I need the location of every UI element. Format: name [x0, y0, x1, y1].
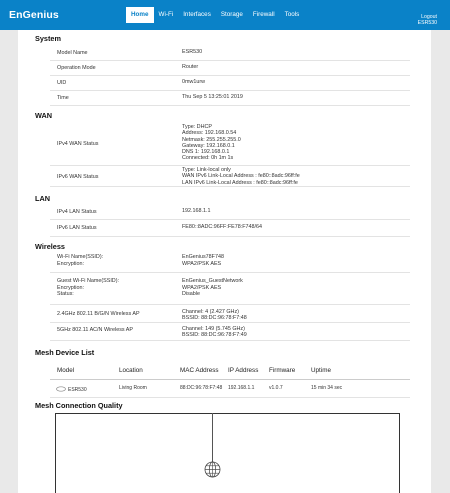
- wan-ipv4-details: [182, 124, 241, 162]
- divider: [50, 304, 410, 305]
- nav-interfaces[interactable]: Interfaces: [183, 11, 211, 18]
- row-label: 5GHz 802.11 AC/N Wireless AP: [57, 327, 133, 333]
- system-row-mode: [50, 61, 410, 76]
- ap-24ghz-details: [182, 309, 247, 322]
- mesh-quality-title: Mesh Connection Quality: [35, 401, 123, 410]
- row-label: IPv6 WAN Status: [57, 174, 99, 180]
- cell-uptime: 15 min 34 sec: [311, 385, 343, 391]
- col-model: Model: [57, 367, 75, 374]
- wan-section-title: WAN: [35, 111, 53, 120]
- mesh-topology-canvas: [55, 413, 400, 493]
- nav-storage[interactable]: Storage: [220, 11, 243, 18]
- row-label: IPv4 LAN Status: [57, 209, 97, 215]
- row-value: FE80::8ADC:96FF:FE78:F748/64: [182, 224, 262, 230]
- engenius-logo: EnGenius: [9, 9, 59, 21]
- row-value: 192.168.1.1: [182, 208, 211, 214]
- wifi-values: [182, 254, 224, 267]
- nav-tools[interactable]: Tools: [284, 11, 300, 18]
- header-right: [418, 14, 437, 26]
- mesh-device-list-title: Mesh Device List: [35, 348, 95, 357]
- ap-bssid: BSSID: 88:DC:96:78:F7:48: [182, 315, 247, 322]
- guest-wifi-values: [182, 278, 243, 298]
- row-label: Model Name: [57, 50, 88, 56]
- ap-channel: Channel: 4 (2.427 GHz): [182, 309, 239, 315]
- row-label: Operation Mode: [57, 65, 96, 71]
- row-label: IPv4 WAN Status: [57, 141, 99, 147]
- lan-section-title: LAN: [35, 194, 50, 203]
- row-label: Time: [57, 95, 69, 101]
- lan-ipv4-row: [50, 204, 410, 220]
- top-navigation-bar: [0, 0, 450, 30]
- globe-icon[interactable]: [204, 461, 221, 478]
- row-label: 2.4GHz 802.11 B/G/N Wireless AP: [57, 311, 140, 317]
- guest-ssid-label: Guest Wi-Fi Name(SSID):: [57, 278, 119, 284]
- system-row-time: [50, 91, 410, 106]
- mesh-table-header: [50, 362, 410, 380]
- wifi-encryption-label: Encryption:: [57, 260, 84, 267]
- wan-ipv6-line: Type: Link-local only: [182, 167, 231, 173]
- nav-home[interactable]: Home: [126, 7, 154, 23]
- col-location: Location: [119, 367, 143, 374]
- guest-status-value: Disable: [182, 291, 200, 298]
- main-nav: [126, 7, 304, 23]
- cell-location: Living Room: [119, 385, 147, 391]
- system-row-uid: [50, 76, 410, 91]
- wan-ipv6-details: [182, 167, 300, 186]
- system-row-model: [50, 45, 410, 61]
- wan-ipv4-line: Gateway: 192.168.0.1: [182, 142, 235, 149]
- guest-wifi-labels: [57, 278, 119, 298]
- cell-mac: 88:DC:96:78:F7:48: [180, 385, 223, 391]
- wifi-ssid-label: Wi-Fi Name(SSID):: [57, 254, 104, 260]
- cell-firmware: v1.0.7: [269, 385, 283, 391]
- wan-ipv4-line: DNS 1: 192.168.0.1: [182, 149, 230, 156]
- table-row[interactable]: [50, 380, 410, 398]
- row-value: Thu Sep 5 13:25:01 2019: [182, 94, 243, 100]
- col-ip: IP Address: [228, 367, 259, 374]
- wan-ipv4-line: Type: DHCP: [182, 124, 212, 130]
- wifi-encryption-value: WPA2/PSK AES: [182, 260, 222, 267]
- device-model-label: ESR530: [417, 20, 437, 26]
- wan-ipv6-line: LAN IPv6 Link-Local Address : fe80::8adc:96ff:fe: [182, 179, 298, 186]
- wan-ipv4-row: [50, 122, 410, 166]
- logout-link[interactable]: Logout: [421, 14, 437, 20]
- guest-status-label: Status:: [57, 291, 74, 298]
- ap-5ghz-details: [182, 326, 247, 339]
- guest-encryption-value: WPA2/PSK AES: [182, 284, 222, 291]
- row-label: UID: [57, 80, 67, 86]
- row-value: 0mw1urw: [182, 79, 206, 85]
- wan-ipv4-line: Address: 192.168.0.54: [182, 130, 237, 137]
- wan-ipv6-line: WAN IPv6 Link-Local Address : fe80::8adc:96ff:fe: [182, 173, 300, 180]
- system-section-title: System: [35, 34, 61, 43]
- divider: [50, 272, 410, 273]
- ap-5ghz-row: [50, 323, 410, 341]
- col-mac: MAC Address: [180, 367, 219, 374]
- ap-bssid: BSSID: 88:DC:96:78:F7:49: [182, 332, 247, 339]
- ap-24ghz-row: [50, 307, 410, 323]
- wireless-section-title: Wireless: [35, 242, 65, 251]
- guest-encryption-label: Encryption:: [57, 284, 84, 291]
- guest-ssid-value: EnGenius_GuestNetwork: [182, 278, 243, 284]
- wifi-labels: [57, 254, 103, 267]
- row-value: Router: [182, 64, 199, 70]
- router-icon: [56, 384, 66, 392]
- col-uptime: Uptime: [311, 367, 331, 374]
- wan-ipv4-line: Connected: 0h 1m 1s: [182, 155, 234, 162]
- ap-channel: Channel: 149 (5.745 GHz): [182, 326, 245, 332]
- wan-ipv4-line: Netmask: 255.255.255.0: [182, 136, 241, 143]
- wan-ipv6-row: [50, 166, 410, 187]
- row-value: ESR530: [182, 49, 203, 55]
- cell-ip: 192.168.1.1: [228, 385, 255, 391]
- nav-firewall[interactable]: Firewall: [252, 11, 275, 18]
- wifi-ssid-value: EnGenius78F748: [182, 254, 224, 260]
- mesh-link-line: [212, 413, 213, 463]
- col-firmware: Firmware: [269, 367, 296, 374]
- cell-model: ESR530: [68, 387, 87, 393]
- row-label: IPv6 LAN Status: [57, 225, 97, 231]
- nav-wifi[interactable]: Wi-Fi: [158, 11, 174, 18]
- lan-ipv6-row: [50, 220, 410, 237]
